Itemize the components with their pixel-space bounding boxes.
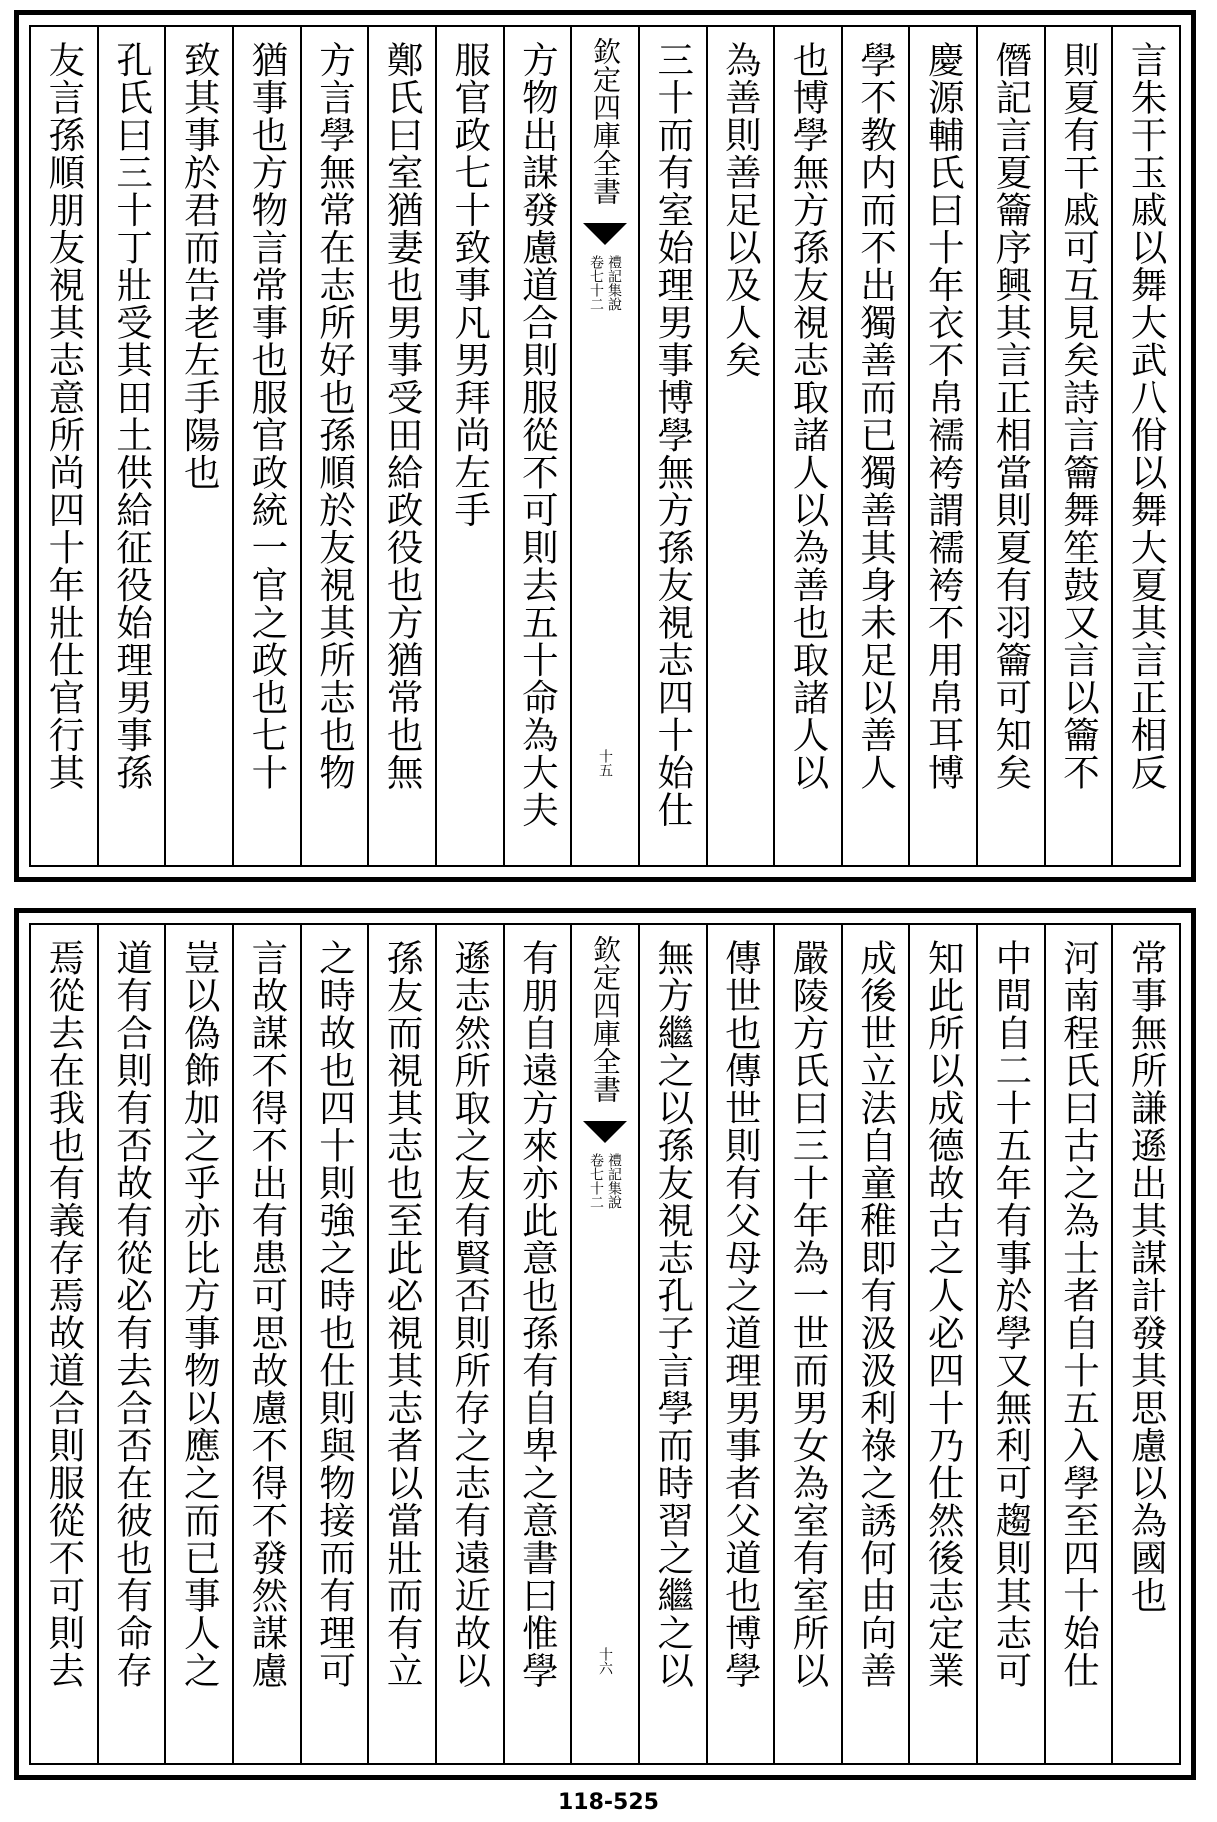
text-column <box>773 27 841 865</box>
text-column <box>435 925 503 1763</box>
juan-number: 卷七十二 <box>588 255 605 311</box>
book-title: 禮記集說 <box>606 255 623 311</box>
column-text: 方物出謀發慮道合則服從不可則去五十命為大夫 <box>516 41 560 829</box>
text-column <box>31 27 97 865</box>
text-column <box>706 27 774 865</box>
bottom-page-grid <box>29 923 1181 1765</box>
book-meta <box>588 1153 622 1209</box>
text-column <box>1111 925 1179 1763</box>
column-text: 焉從去在我也有義存焉故道合則服從不可則去 <box>42 939 86 1689</box>
text-column <box>367 27 435 865</box>
column-text: 為善則善足以及人矣 <box>719 41 763 379</box>
text-column <box>1111 27 1179 865</box>
text-column <box>164 27 232 865</box>
column-text: 鄭氏曰室猶妻也男事受田給政役也方猶常也無 <box>381 41 425 791</box>
column-text: 豈以偽飾加之乎亦比方事物以應之而已事人之 <box>178 939 222 1689</box>
column-text: 言朱干玉戚以舞大武八佾以舞大夏其言正相反 <box>1125 41 1169 791</box>
text-column <box>435 27 503 865</box>
text-column <box>300 27 368 865</box>
column-text: 孫友而視其志也至此必視其志者以當壯而有立 <box>381 939 425 1689</box>
column-text: 有朋自遠方來亦此意也孫有自卑之意書曰惟學 <box>516 939 560 1689</box>
column-text: 三十而有室始理男事博學無方孫友視志四十始仕 <box>651 41 695 829</box>
text-column <box>908 925 976 1763</box>
leaf-number: 十六 <box>597 1647 614 1675</box>
text-column <box>367 925 435 1763</box>
fish-tail-ornament-icon <box>583 1121 627 1143</box>
fish-tail-ornament-icon <box>583 223 627 245</box>
top-page-grid <box>29 25 1181 867</box>
column-text: 河南程氏曰古之為士者自十五入學至四十始仕 <box>1057 939 1101 1689</box>
juan-number: 卷七十二 <box>588 1153 605 1209</box>
text-column <box>503 925 571 1763</box>
text-column <box>300 925 368 1763</box>
column-text: 言故謀不得不出有患可思故慮不得不發然謀慮 <box>245 939 289 1689</box>
column-text: 無方繼之以孫友視志孔子言學而時習之繼之以 <box>651 939 695 1689</box>
column-text: 也博學無方孫友視志取諸人以為善也取諸人以 <box>786 41 830 791</box>
top-page-panel <box>14 10 1196 882</box>
text-column <box>232 925 300 1763</box>
leaf-number: 十五 <box>597 749 614 777</box>
block-heart-center-column <box>570 27 638 865</box>
column-text: 孔氏曰三十丁壯受其田土供給征役始理男事孫 <box>110 41 154 791</box>
collection-title: 欽定四庫全書 <box>589 37 623 205</box>
block-heart-center-column <box>570 925 638 1763</box>
text-column <box>908 27 976 865</box>
book-meta <box>588 255 622 311</box>
column-text: 學不教内而不出獨善而已獨善其身未足以善人 <box>854 41 898 791</box>
column-text: 之時故也四十則強之時也仕則與物接而有理可 <box>313 939 357 1689</box>
column-text: 知此所以成德故古之人必四十乃仕然後志定業 <box>922 939 966 1689</box>
text-column <box>841 27 909 865</box>
column-text: 道有合則有否故有從必有去合否在彼也有命存 <box>110 939 154 1689</box>
column-text: 中間自二十五年有事於學又無利可趨則其志可 <box>989 939 1033 1689</box>
column-text: 致其事於君而告老左手陽也 <box>178 41 222 491</box>
text-column <box>638 27 706 865</box>
book-title: 禮記集說 <box>606 1153 623 1209</box>
column-text: 則夏有干戚可互見矣詩言籥舞笙鼓又言以籥不 <box>1057 41 1101 791</box>
column-text: 慶源輔氏曰十年衣不帛襦袴謂襦袴不用帛耳博 <box>922 41 966 791</box>
text-column <box>976 27 1044 865</box>
text-column <box>503 27 571 865</box>
text-column <box>97 925 165 1763</box>
column-text: 方言學無常在志所好也孫順於友視其所志也物 <box>313 41 357 791</box>
text-column <box>976 925 1044 1763</box>
column-text: 成後世立法自童稚即有汲汲利祿之誘何由向善 <box>854 939 898 1689</box>
text-column <box>164 925 232 1763</box>
text-column <box>638 925 706 1763</box>
text-column <box>1044 925 1112 1763</box>
page-number: 118-525 <box>558 1790 659 1815</box>
text-column <box>841 925 909 1763</box>
column-text: 遜志然所取之友有賢否則所存之志有遠近故以 <box>448 939 492 1689</box>
text-column <box>232 27 300 865</box>
text-column <box>31 925 97 1763</box>
column-text: 傳世也傳世則有父母之道理男事者父道也博學 <box>719 939 763 1689</box>
column-text: 猶事也方物言常事也服官政統一官之政也七十 <box>245 41 289 791</box>
column-text: 僭記言夏籥序興其言正相當則夏有羽籥可知矣 <box>989 41 1033 791</box>
bottom-page-panel <box>14 908 1196 1780</box>
text-column <box>1044 27 1112 865</box>
text-column <box>773 925 841 1763</box>
column-text: 服官政七十致事凡男拜尚左手 <box>448 41 492 529</box>
collection-title: 欽定四庫全書 <box>589 935 623 1103</box>
column-text: 嚴陵方氏曰三十年為一世而男女為室有室所以 <box>786 939 830 1689</box>
text-column <box>97 27 165 865</box>
text-column <box>706 925 774 1763</box>
column-text: 友言孫順朋友視其志意所尚四十年壯仕官行其 <box>42 41 86 791</box>
column-text: 常事無所謙遜出其謀計發其思慮以為國也 <box>1125 939 1169 1614</box>
